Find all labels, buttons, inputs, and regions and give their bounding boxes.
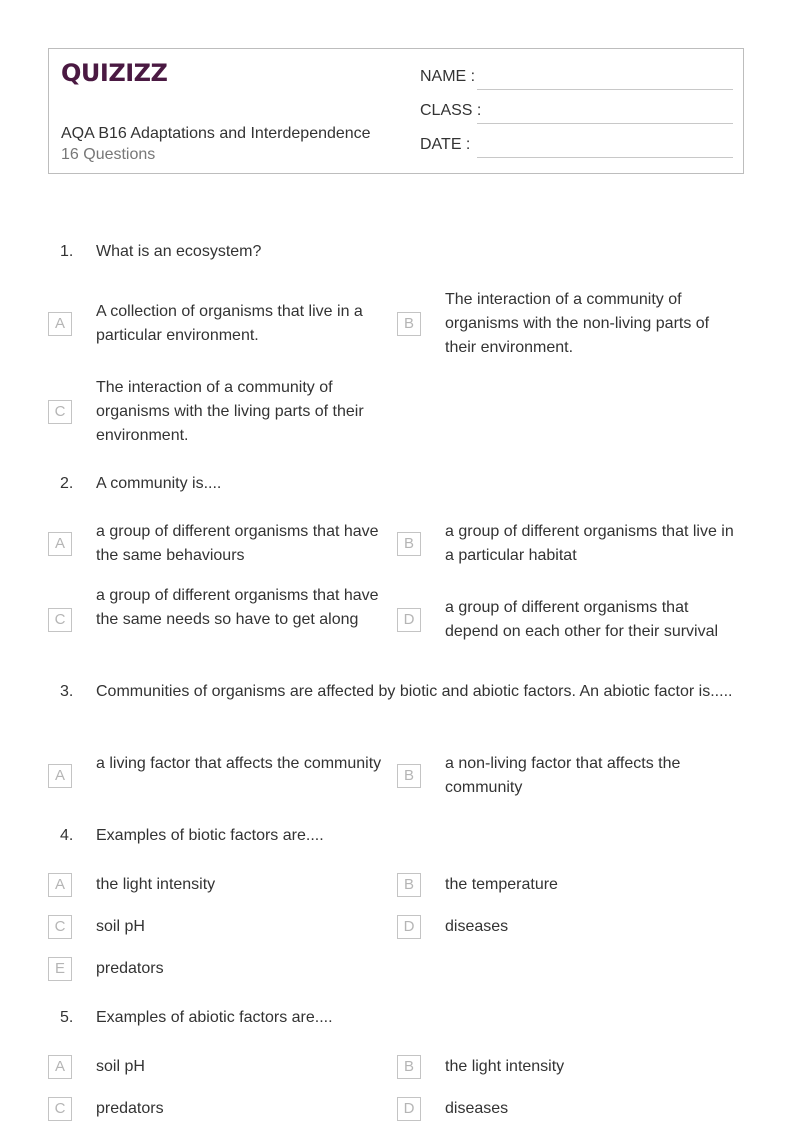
quizizz-logo: QUIZIZZ xyxy=(61,59,168,87)
name-line[interactable] xyxy=(477,89,733,90)
option-box[interactable]: B xyxy=(397,873,421,897)
option-text: the temperature xyxy=(445,876,558,893)
question-text: Examples of abiotic factors are.... xyxy=(96,1009,333,1026)
option-text: a group of different organisms that live in a particular habitat xyxy=(445,523,734,564)
option-text: A collection of organisms that live in a particular environment. xyxy=(96,303,363,344)
option-box[interactable]: A xyxy=(48,1055,72,1079)
worksheet-title: AQA B16 Adaptations and Interdependence xyxy=(61,125,371,142)
option-text: the light intensity xyxy=(445,1058,565,1075)
option-box[interactable]: B xyxy=(397,312,421,336)
option-box[interactable]: D xyxy=(397,915,421,939)
question-count: 16 Questions xyxy=(61,146,156,163)
option-text: soil pH xyxy=(96,1058,145,1075)
question-text: A community is.... xyxy=(96,475,222,492)
class-label: CLASS : xyxy=(420,102,482,119)
option-box[interactable]: C xyxy=(48,915,72,939)
option-text: diseases xyxy=(445,918,509,935)
option-text: a non-living factor that affects the community xyxy=(445,755,681,796)
option-text: a group of different organisms that have the same needs so have to get along xyxy=(96,587,379,628)
option-text: The interaction of a community of organisms with the living parts of their environment. xyxy=(96,379,364,444)
class-line[interactable] xyxy=(477,123,733,124)
option-text: The interaction of a community of organisms with the non-living parts of their environment. xyxy=(445,291,710,356)
option-box[interactable]: B xyxy=(397,1055,421,1079)
option-box[interactable]: B xyxy=(397,764,421,788)
option-box[interactable]: C xyxy=(48,608,72,632)
option-text: soil pH xyxy=(96,918,145,935)
question-text: What is an ecosystem? xyxy=(96,243,262,260)
option-box[interactable]: A xyxy=(48,764,72,788)
date-label: DATE : xyxy=(420,136,471,153)
option-box[interactable]: C xyxy=(48,1097,72,1121)
option-box[interactable]: E xyxy=(48,957,72,981)
option-text: a group of different organisms that depend on each other for their survival xyxy=(445,599,719,640)
question-number: 3. xyxy=(60,683,74,700)
option-text: a living factor that affects the community xyxy=(96,755,382,772)
option-text: a group of different organisms that have the same behaviours xyxy=(96,523,379,564)
option-box[interactable]: A xyxy=(48,532,72,556)
option-box[interactable]: B xyxy=(397,532,421,556)
question-text: Communities of organisms are affected by biotic and abiotic factors. An abiotic factor is..... xyxy=(96,683,733,700)
option-box[interactable]: D xyxy=(397,1097,421,1121)
question-number: 2. xyxy=(60,475,74,492)
option-text: predators xyxy=(96,1100,164,1117)
date-line[interactable] xyxy=(477,157,733,158)
question-number: 1. xyxy=(60,243,74,260)
question-number: 4. xyxy=(60,827,74,844)
question-number: 5. xyxy=(60,1009,74,1026)
option-text: the light intensity xyxy=(96,876,216,893)
option-box[interactable]: A xyxy=(48,312,72,336)
name-label: NAME : xyxy=(420,68,476,85)
option-box[interactable]: A xyxy=(48,873,72,897)
option-text: diseases xyxy=(445,1100,509,1117)
worksheet-header xyxy=(48,48,744,174)
question-text: Examples of biotic factors are.... xyxy=(96,827,324,844)
option-box[interactable]: D xyxy=(397,608,421,632)
option-text: predators xyxy=(96,960,164,977)
option-box[interactable]: C xyxy=(48,400,72,424)
